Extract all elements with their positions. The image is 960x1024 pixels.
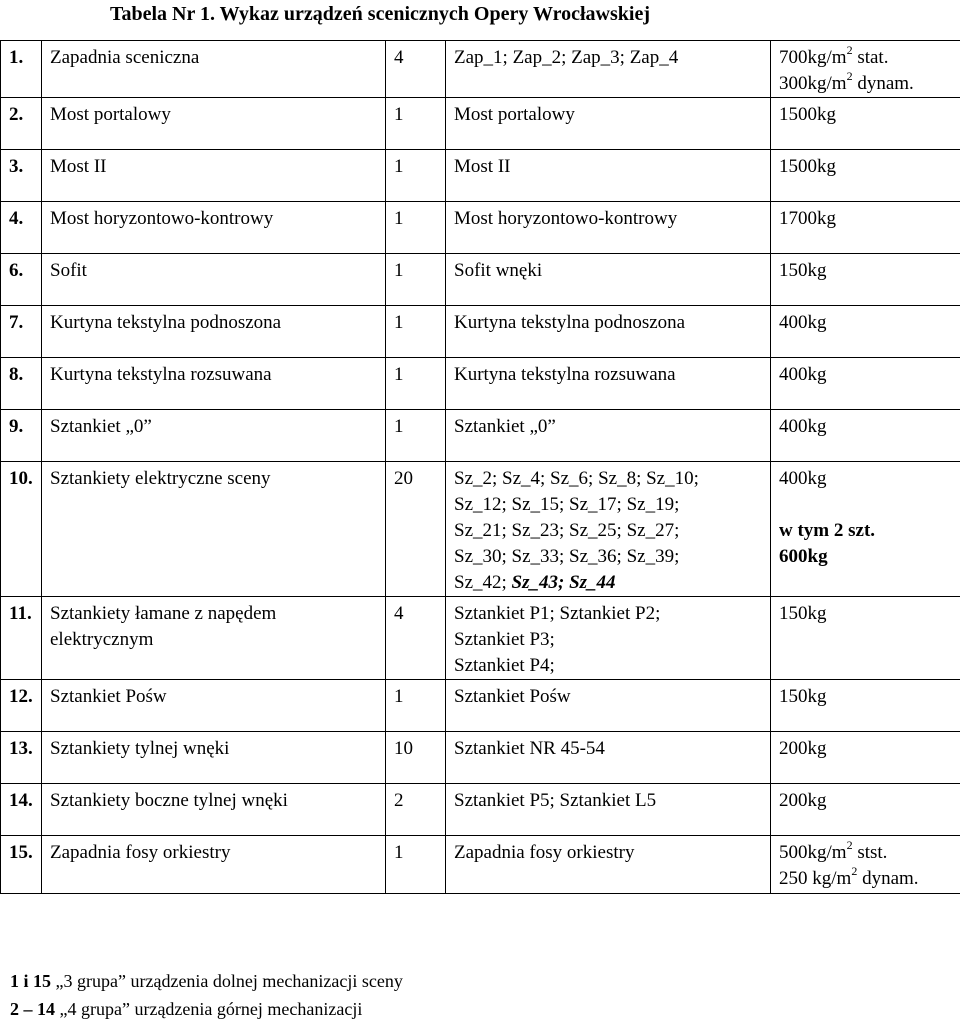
load-value: 300kg/m [779,73,847,94]
cell-line: Sztankiet Pośw [454,686,571,707]
device-quantity [386,202,446,254]
cell-line: Kurtyna tekstylna rozsuwana [50,364,272,385]
cell-line: w tym 2 szt. [779,520,876,541]
device-ids [446,680,771,732]
footer-note-key: 2 – 14 [10,999,55,1019]
device-load [771,150,960,202]
table-row [1,98,960,150]
cell-line: Zap_1; Zap_2; Zap_3; Zap_4 [454,47,679,68]
load-line [779,837,958,866]
row-number-text: 13. [9,738,33,759]
cell-line: Most horyzontowo-kontrowy [50,208,274,229]
table-row [1,306,960,358]
cell-line: Sztankiet „0” [454,416,556,437]
load-line [779,310,958,336]
device-quantity [386,597,446,680]
device-quantity [386,784,446,836]
cell-line: Sztankiety tylnej wnęki [50,738,230,759]
device-name [42,680,386,732]
device-quantity [386,254,446,306]
cell-text: Sz_42; [454,572,512,593]
row-number [1,98,42,150]
device-quantity [386,732,446,784]
load-line [779,68,958,97]
spacer [779,492,958,518]
footer-note-key: 1 i 15 [10,971,52,991]
quantity-text: 1 [394,104,404,125]
load-value: 150kg [779,686,827,707]
cell-line: Sztankiet „0” [50,416,152,437]
row-number-text: 10. [9,468,33,489]
load-value: 700kg/m [779,47,847,68]
device-quantity [386,680,446,732]
load-line [779,863,958,892]
cell-line: Sofit wnęki [454,260,543,281]
device-ids [446,784,771,836]
device-quantity [386,150,446,202]
quantity-text: 20 [394,468,413,489]
quantity-text: 4 [394,47,404,68]
quantity-text: 1 [394,208,404,229]
load-line [779,362,958,388]
row-number-text: 11. [9,603,32,624]
device-load [771,98,960,150]
device-load [771,358,960,410]
device-ids [446,732,771,784]
device-ids [446,150,771,202]
device-name [42,836,386,894]
load-value: 200kg [779,790,827,811]
device-ids [446,358,771,410]
table-row [1,836,960,894]
table-row [1,462,960,597]
row-number [1,306,42,358]
device-quantity [386,836,446,894]
quantity-text: 4 [394,603,404,624]
load-exponent: 2 [846,42,853,57]
cell-line: Most II [454,156,511,177]
cell-line: Most portalowy [50,104,171,125]
load-line [779,206,958,232]
device-ids [446,462,771,597]
cell-line: Sz_2; Sz_4; Sz_6; Sz_8; Sz_10; [454,468,699,489]
device-quantity [386,41,446,98]
row-number [1,462,42,597]
row-number [1,836,42,894]
device-quantity [386,98,446,150]
cell-line: Most II [50,156,107,177]
device-load [771,410,960,462]
device-ids [446,306,771,358]
cell-line: Most horyzontowo-kontrowy [454,208,678,229]
load-value: 1700kg [779,208,836,229]
load-value: 1500kg [779,156,836,177]
load-exponent: 2 [846,837,853,852]
device-load [771,732,960,784]
load-line [779,736,958,762]
load-value: 200kg [779,738,827,759]
table-row [1,358,960,410]
device-load [771,254,960,306]
row-number-text: 7. [9,312,24,333]
device-quantity [386,306,446,358]
row-number-text: 6. [9,260,24,281]
load-suffix: dynam. [857,868,919,889]
highlighted-ids: Sz_43; Sz_44 [511,572,616,593]
row-number-text: 14. [9,790,33,811]
cell-line: Sztankiety łamane z napędem [50,603,277,624]
row-number [1,202,42,254]
load-value: 500kg/m [779,842,847,863]
device-load [771,41,960,98]
device-ids [446,597,771,680]
load-line [779,788,958,814]
page-title: Tabela Nr 1. Wykaz urządzeń scenicznych Opery Wrocławskiej [110,3,650,25]
device-name [42,41,386,98]
row-number [1,254,42,306]
quantity-text: 10 [394,738,413,759]
load-value: 150kg [779,260,827,281]
row-number-text: 12. [9,686,33,707]
quantity-text: 2 [394,790,404,811]
row-number-text: 2. [9,104,24,125]
device-name [42,410,386,462]
cell-line: Sztankiet P1; Sztankiet P2; [454,603,661,624]
quantity-text: 1 [394,842,404,863]
load-line [779,414,958,440]
device-load [771,202,960,254]
device-name [42,784,386,836]
device-ids [446,98,771,150]
cell-line: Sztankiety boczne tylnej wnęki [50,790,288,811]
table-row [1,150,960,202]
quantity-text: 1 [394,686,404,707]
quantity-text: 1 [394,416,404,437]
device-load [771,680,960,732]
quantity-text: 1 [394,364,404,385]
cell-line: Sz_12; Sz_15; Sz_17; Sz_19; [454,494,680,515]
load-line [779,466,958,492]
equipment-table [0,40,960,894]
device-load [771,597,960,680]
footer-note-text: „3 grupa” urządzenia dolnej mechanizacji sceny [51,971,403,991]
cell-line: Kurtyna tekstylna rozsuwana [454,364,676,385]
cell-line: Zapadnia fosy orkiestry [50,842,231,863]
table-row [1,784,960,836]
cell-line: Zapadnia sceniczna [50,47,200,68]
load-exponent: 2 [846,68,853,83]
device-name [42,150,386,202]
row-number [1,597,42,680]
cell-line: Sztankiet P4; [454,655,555,676]
table-row [1,41,960,98]
cell-line: Sz_30; Sz_33; Sz_36; Sz_39; [454,546,680,567]
load-suffix: stst. [852,842,888,863]
load-value: 400kg [779,312,827,333]
load-value: 1500kg [779,104,836,125]
device-ids [446,254,771,306]
load-suffix: stat. [852,47,889,68]
quantity-text: 1 [394,312,404,333]
load-line [779,154,958,180]
table-row [1,732,960,784]
device-name [42,202,386,254]
cell-line: Kurtyna tekstylna podnoszona [454,312,686,333]
device-ids [446,836,771,894]
equipment-table-body [1,41,960,894]
footer-note-2 [10,998,362,1020]
table-row [1,597,960,680]
cell-line: 600kg [779,546,828,567]
table-row [1,410,960,462]
table-row [1,202,960,254]
cell-line [454,570,768,596]
device-quantity [386,462,446,597]
row-number [1,150,42,202]
row-number-text: 1. [9,47,24,68]
load-value: 150kg [779,603,827,624]
quantity-text: 1 [394,156,404,177]
cell-line: Zapadnia fosy orkiestry [454,842,635,863]
device-name [42,597,386,680]
device-name [42,98,386,150]
cell-line: Sofit [50,260,87,281]
row-number-text: 8. [9,364,24,385]
load-value: 250 kg/m [779,868,852,889]
device-load [771,836,960,894]
cell-line: Sztankiety elektryczne sceny [50,468,271,489]
cell-line: Most portalowy [454,104,575,125]
cell-line: Sz_21; Sz_23; Sz_25; Sz_27; [454,520,680,541]
cell-line: Sztankiet NR 45-54 [454,738,605,759]
device-name [42,358,386,410]
footer-note-text: „4 grupa” urządzenia górnej mechanizacji [55,999,363,1019]
device-name [42,462,386,597]
device-ids [446,41,771,98]
footer-note-1 [10,970,403,992]
row-number [1,410,42,462]
row-number [1,680,42,732]
load-line [779,258,958,284]
row-number [1,41,42,98]
load-value: 400kg [779,468,827,489]
table-row [1,680,960,732]
device-quantity [386,358,446,410]
load-line [779,601,958,627]
cell-line: Kurtyna tekstylna podnoszona [50,312,282,333]
row-number-text: 4. [9,208,24,229]
load-suffix: dynam. [852,73,914,94]
quantity-text: 1 [394,260,404,281]
cell-line: elektrycznym [50,629,154,650]
device-name [42,306,386,358]
row-number [1,784,42,836]
load-value: 400kg [779,416,827,437]
device-ids [446,202,771,254]
load-value: 400kg [779,364,827,385]
device-name [42,254,386,306]
cell-line: Sztankiet P3; [454,629,555,650]
device-load [771,306,960,358]
cell-line: Sztankiet Pośw [50,686,167,707]
load-line [779,684,958,710]
device-name [42,732,386,784]
device-load [771,784,960,836]
row-number [1,732,42,784]
row-number-text: 3. [9,156,24,177]
row-number-text: 9. [9,416,24,437]
load-line [779,102,958,128]
row-number [1,358,42,410]
load-line [779,42,958,71]
cell-line: Sztankiet P5; Sztankiet L5 [454,790,657,811]
load-exponent: 2 [851,863,858,878]
device-load [771,462,960,597]
device-quantity [386,410,446,462]
row-number-text: 15. [9,842,33,863]
device-ids [446,410,771,462]
table-row [1,254,960,306]
